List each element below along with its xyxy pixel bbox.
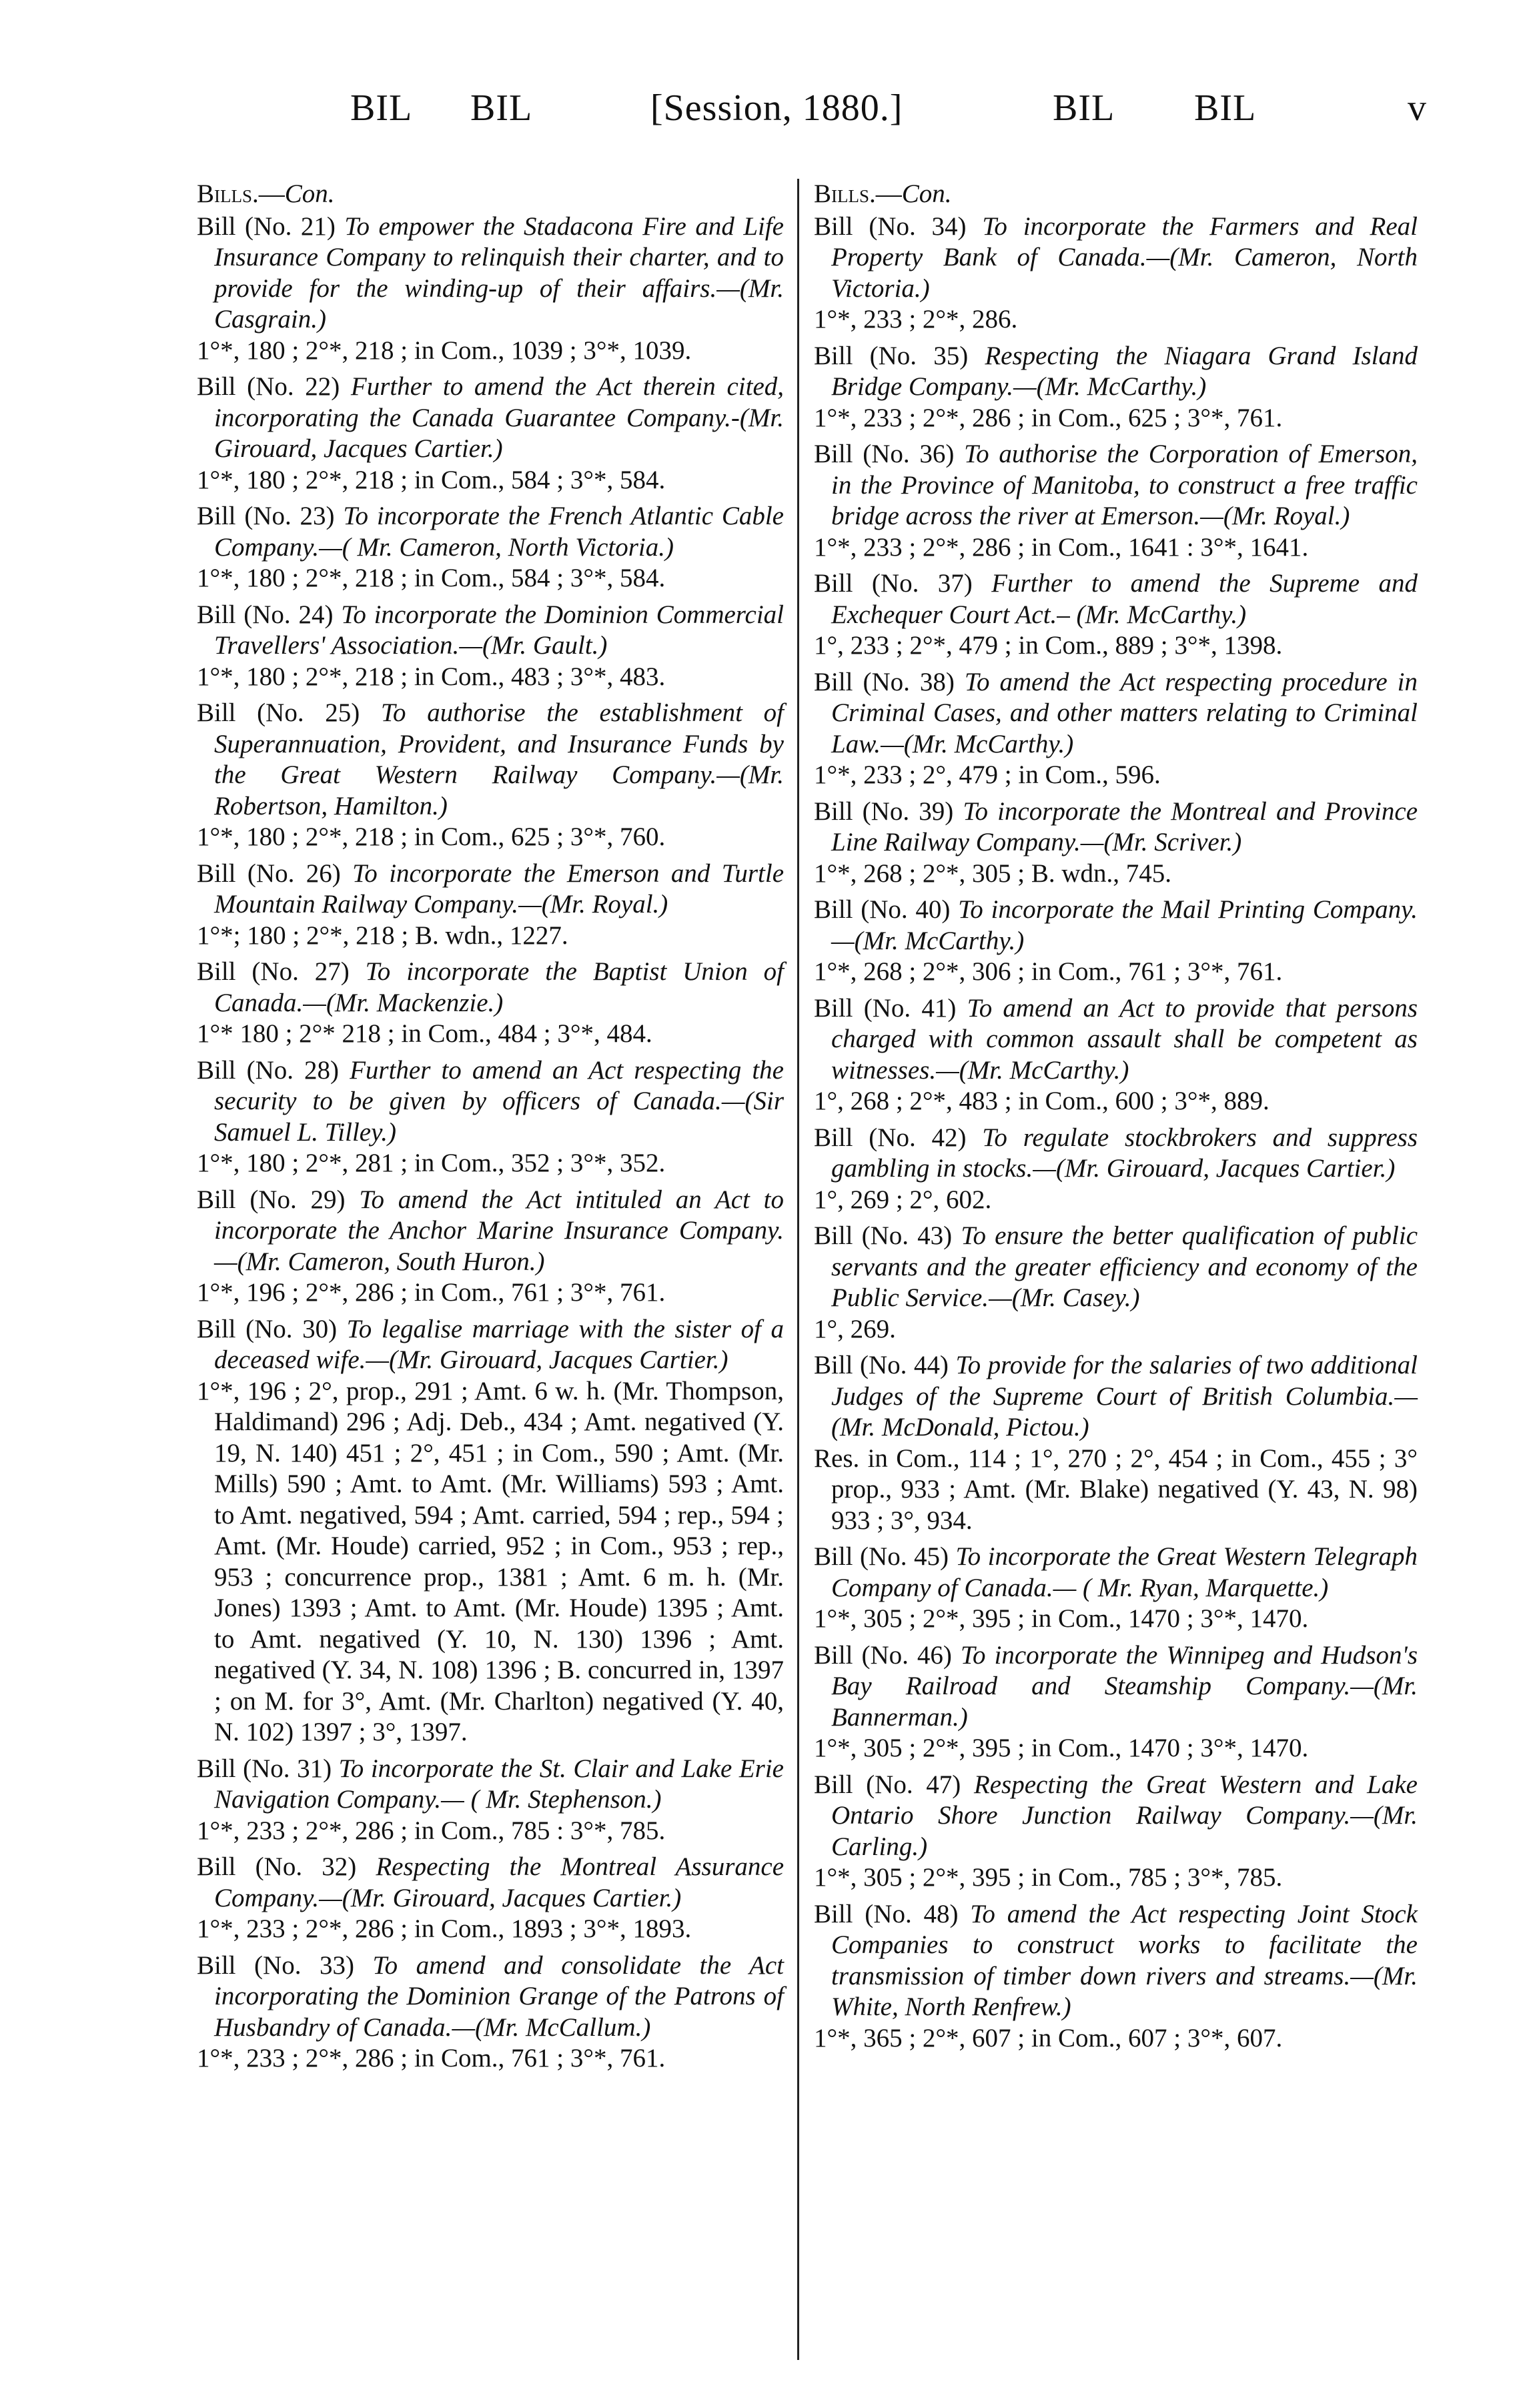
bill-entry [197, 1950, 784, 2074]
bill-mover: —(Mr. McDonald, Pictou.) [831, 1381, 1418, 1441]
bill-stages: 1°*, 365 ; 2°*, 607 ; in Com., 607 ; 3°*, 607. [814, 2023, 1283, 2052]
bill-title: To amend the Act respecting procedure in Criminal Cases, and other matters relating to Criminal Law. [831, 667, 1418, 758]
header-guide-word-1: BIL [350, 87, 413, 129]
header-guide-word-3: BIL [1053, 87, 1115, 129]
bill-stages: 1°*, 233 ; 2°*, 286 ; in Com., 761 ; 3°*, 761. [197, 2044, 666, 2072]
bill-number: Bill (No. 42) [814, 1123, 967, 1152]
bill-title: Respecting the Montreal Assurance Company. [214, 1852, 785, 1912]
bill-mover: —(Mr. Gault.) [459, 631, 608, 660]
bill-entry [814, 667, 1418, 791]
bill-title: To regulate stockbrokers and suppress gambling in stocks. [831, 1123, 1418, 1183]
bill-description [814, 211, 1418, 305]
left-column [197, 179, 784, 2080]
bill-description [197, 858, 784, 921]
header-guide-word-2: BIL [470, 87, 533, 129]
bill-stages: 1°*, 180 ; 2°*, 218 ; in Com., 1039 ; 3°*, 1039. [197, 336, 692, 365]
bill-description [197, 698, 784, 822]
bill-number: Bill (No. 23) [197, 502, 335, 530]
bill-title: To incorporate the Dominion Commercial Travellers' Association. [214, 600, 785, 660]
bill-title: To amend the Act respecting Joint Stock Companies to construct works to facilitate the transmission of timber down rivers and streams. [831, 1899, 1418, 1990]
bill-number: Bill (No. 37) [814, 569, 973, 598]
bill-number: Bill (No. 27) [197, 957, 350, 986]
bill-description [814, 1350, 1418, 1443]
bill-stages: 1°*, 305 ; 2°*, 395 ; in Com., 1470 ; 3°*, 1470. [814, 1604, 1309, 1633]
bill-number: Bill (No. 41) [814, 993, 957, 1023]
bill-mover: —(Mr. McCarthy.) [881, 729, 1074, 758]
bill-stages: 1°*, 233 ; 2°*, 286. [814, 305, 1018, 334]
bill-title: To authorise the Corporation of Emerson, in the Province of Manitoba, to construct a free traffic bridge across the river at Emerson. [831, 440, 1418, 530]
bill-entry [197, 211, 784, 367]
bill-description [197, 957, 784, 1019]
bill-entry [814, 568, 1418, 662]
bill-mover: —(Mr. Mackenzie.) [303, 988, 504, 1017]
bill-mover: —(Mr. Girouard, Jacques Cartier.) [319, 1883, 682, 1912]
bill-title: To incorporate the Winnipeg and Hudson's Bay Railroad and Steamship Company. [831, 1640, 1418, 1700]
bill-stages: 1°*, 305 ; 2°*, 395 ; in Com., 785 ; 3°*, 785. [814, 1863, 1283, 1892]
column-heading [814, 179, 1418, 210]
bill-description [814, 894, 1418, 957]
bill-number: Bill (No. 43) [814, 1221, 953, 1250]
bill-entry [814, 1770, 1418, 1894]
bill-description [814, 1640, 1418, 1734]
bill-mover: —(Mr. McCarthy.) [1013, 372, 1207, 401]
bill-number: Bill (No. 35) [814, 341, 969, 370]
bill-title: Respecting the Niagara Grand Island Bridge Company. [831, 341, 1418, 401]
bill-number: Bill (No. 39) [814, 796, 954, 826]
bill-number: Bill (No. 38) [814, 667, 955, 696]
bill-number: Bill (No. 30) [197, 1314, 338, 1343]
bill-stages: 1°*, 180 ; 2°*, 281 ; in Com., 352 ; 3°*, 352. [197, 1149, 666, 1177]
bill-description [814, 993, 1418, 1087]
bill-entry [197, 501, 784, 594]
bill-title: Further to amend the Supreme and Exchequer Court Act. [831, 569, 1418, 629]
bill-title: To incorporate the Great Western Telegraph Company of Canada. [831, 1542, 1418, 1602]
bill-number: Bill (No. 36) [814, 440, 955, 468]
bill-mover: —(Mr. Robertson, Hamilton.) [214, 760, 784, 820]
page-number: v [1408, 87, 1427, 129]
bill-number: Bill (No. 32) [197, 1852, 357, 1881]
bill-mover: —(Mr. Casgrain.) [214, 273, 784, 334]
bill-title: To incorporate the Baptist Union of Canada. [214, 957, 784, 1017]
bill-entry [814, 796, 1418, 890]
bill-mover: —(Mr. Girouard, Jacques Cartier.) [366, 1345, 728, 1374]
bill-number: Bill (No. 40) [814, 895, 951, 924]
bill-entry [814, 1123, 1418, 1216]
bill-mover: —(Mr. McCallum.) [452, 2012, 651, 2042]
bill-mover: —(Mr. White, North Renfrew.) [831, 1961, 1418, 2021]
bill-stages: 1°, 268 ; 2°*, 483 ; in Com., 600 ; 3°*, 889. [814, 1087, 1269, 1115]
bill-mover: -(Mr. Girouard, Jacques Cartier.) [214, 403, 784, 463]
bill-description [197, 600, 784, 662]
bill-description [814, 1899, 1418, 2023]
bill-entry [814, 1542, 1418, 1635]
bill-entry [197, 600, 784, 693]
bill-number: Bill (No. 47) [814, 1770, 961, 1799]
bill-entry [197, 1185, 784, 1309]
bill-description [814, 1770, 1418, 1863]
bill-description [814, 341, 1418, 403]
bill-description [197, 1852, 784, 1914]
bill-number: Bill (No. 21) [197, 211, 336, 241]
heading-cont: Con. [901, 179, 952, 208]
bill-mover: —(Mr. Royal.) [1200, 502, 1350, 530]
bill-mover: —(Mr. Girouard, Jacques Cartier.) [1033, 1154, 1396, 1183]
bill-mover: — ( Mr. Stephenson.) [441, 1785, 662, 1814]
bill-entry [814, 439, 1418, 563]
bill-entry [197, 957, 784, 1050]
running-header [0, 87, 1529, 140]
bill-number: Bill (No. 26) [197, 858, 341, 888]
bill-title: To ensure the better qualification of public servants and the greater efficiency and economy of the Public Service. [831, 1221, 1418, 1312]
bill-description [197, 1314, 784, 1376]
bill-description [814, 1221, 1418, 1314]
bill-entry [814, 1221, 1418, 1345]
bill-title: To incorporate the St. Clair and Lake Erie Navigation Company. [214, 1754, 784, 1814]
bill-stages: 1°*, 305 ; 2°*, 395 ; in Com., 1470 ; 3°*, 1470. [814, 1734, 1309, 1762]
heading-cont: Con. [284, 179, 335, 208]
bill-stages: 1°*, 233 ; 2°*, 286 ; in Com., 1641 : 3°*, 1641. [814, 532, 1309, 562]
bill-stages: 1°*, 196 ; 2°*, 286 ; in Com., 761 ; 3°*, 761. [197, 1278, 666, 1307]
bill-mover: – (Mr. McCarthy.) [1057, 600, 1247, 629]
bill-title: To authorise the establishment of Superannuation, Provident, and Insurance Funds by the Great Western Railway Company. [214, 698, 784, 789]
bill-title: To incorporate the Emerson and Turtle Mountain Railway Company. [214, 858, 785, 919]
bill-entry [197, 1852, 784, 1945]
right-column [814, 179, 1418, 2059]
bill-entry [814, 211, 1418, 336]
bill-description [814, 796, 1418, 858]
column-heading [197, 179, 784, 210]
bill-entry [197, 372, 784, 496]
bill-mover: —(Mr. Bannerman.) [831, 1672, 1418, 1732]
bill-mover: —(Mr. McCarthy.) [936, 1055, 1129, 1085]
bill-stages: 1°*, 180 ; 2°*, 218 ; in Com., 483 ; 3°*, 483. [197, 662, 666, 691]
bill-title: To legalise marriage with the sister of a deceased wife. [214, 1314, 784, 1374]
bill-stages: 1°*, 233 ; 2°*, 286 ; in Com., 1893 ; 3°*, 1893. [197, 1914, 692, 1943]
bill-title: To amend an Act to provide that persons charged with common assault shall be competent as witnesses. [831, 993, 1418, 1085]
bill-number: Bill (No. 25) [197, 698, 360, 727]
bill-title: To provide for the salaries of two additional Judges of the Supreme Court of British Columbia. [831, 1351, 1418, 1411]
bill-stages: 1°*, 233 ; 2°*, 286 ; in Com., 625 ; 3°*, 761. [814, 403, 1283, 432]
bill-mover: —( Mr. Cameron, North Victoria.) [319, 532, 674, 562]
bill-entry [197, 1754, 784, 1847]
bill-entry [197, 1055, 784, 1179]
bill-number: Bill (No. 33) [197, 1950, 354, 1980]
bill-description [197, 372, 784, 465]
bill-stages: 1°*, 196 ; 2°, prop., 291 ; Amt. 6 w. h. (Mr. Thompson, Haldimand) 296 ; Adj. Deb., 434 ; Amt. negatived (Y. 19, N. 140) 451 ; 2°, 451 ; in Com., 590 ; Amt. (Mr. Mills) 590 ; Amt. to Amt. (Mr. Williams) 593 ; Amt. to Amt. negatived, 594 ; Amt. carried, 594 ; rep., 594 ; Amt. (Mr. Houde) carried, 952 ; in Com., 953 ; rep., 953 ; concurrence prop., 1381 ; Amt. 6 m. h. (Mr. Jones) 1393 ; Amt. to Amt. (Mr. Houde) 1395 ; Amt. to Amt. negatived (Y. 10, N. 130) 1396 ; Amt. negatived (Y. 34, N. 108) 1396 ; B. concurred in, 1397 ; on M. for 3°, Amt. (Mr. Charlton) negatived (Y. 40, N. 102) 1397 ; 3°, 1397. [197, 1376, 784, 1746]
bill-mover: —(Mr. Cameron, North Victoria.) [831, 243, 1418, 303]
bill-number: Bill (No. 22) [197, 372, 340, 401]
bill-description [814, 667, 1418, 760]
bill-mover: —(Mr. Scriver.) [1080, 828, 1242, 856]
bill-stages: 1°, 269 ; 2°, 602. [814, 1185, 992, 1214]
header-session: [Session, 1880.] [650, 87, 903, 129]
bill-number: Bill (No. 28) [197, 1055, 340, 1085]
bill-description [197, 501, 784, 563]
bill-number: Bill (No. 46) [814, 1640, 952, 1670]
bill-description [197, 1055, 784, 1149]
bill-title: Further to amend an Act respecting the security to be given by officers of Canada. [214, 1055, 784, 1115]
bill-description [814, 1542, 1418, 1604]
bill-stages: 1°*, 268 ; 2°*, 306 ; in Com., 761 ; 3°*, 761. [814, 957, 1283, 986]
right-entries [814, 211, 1418, 2054]
bill-mover: —(Mr. McCarthy.) [831, 926, 1025, 955]
bill-number: Bill (No. 34) [814, 211, 967, 241]
bill-number: Bill (No. 31) [197, 1754, 332, 1783]
bill-title: Respecting the Great Western and Lake Ontario Shore Junction Railway Company. [831, 1770, 1418, 1830]
bill-title: Further to amend the Act therein cited, incorporating the Canada Guarantee Company. [214, 372, 785, 432]
bill-stages: 1°*, 233 ; 2°*, 286 ; in Com., 785 : 3°*, 785. [197, 1816, 666, 1845]
bill-mover: —(Mr. Royal.) [518, 890, 668, 919]
bill-number: Bill (No. 44) [814, 1351, 949, 1379]
bill-stages: Res. in Com., 114 ; 1°, 270 ; 2°, 454 ; in Com., 455 ; 3° prop., 933 ; Amt. (Mr. Blake) negatived (Y. 43, N. 98) 933 ; 3°, 934. [814, 1443, 1418, 1535]
bill-stages: 1°*, 233 ; 2°, 479 ; in Com., 596. [814, 760, 1161, 789]
bill-stages: 1°*, 268 ; 2°*, 305 ; B. wdn., 745. [814, 858, 1172, 888]
bill-entry [814, 993, 1418, 1117]
bill-description [197, 1754, 784, 1816]
bill-title: To empower the Stadacona Fire and Life Insurance Company to relinquish their charter, and to provide for the winding-up of their affairs. [214, 211, 784, 303]
bill-stages: 1°*, 180 ; 2°*, 218 ; in Com., 625 ; 3°*, 760. [197, 822, 666, 851]
bill-stages: 1°*, 180 ; 2°*, 218 ; in Com., 584 ; 3°*, 584. [197, 564, 666, 592]
bill-description [814, 1123, 1418, 1185]
header-guide-word-4: BIL [1194, 87, 1257, 129]
left-entries [197, 211, 784, 2074]
bill-mover: — ( Mr. Ryan, Marquette.) [1053, 1573, 1329, 1602]
bill-mover: —(Mr. Cameron, South Huron.) [214, 1247, 545, 1276]
bill-title: To amend the Act intituled an Act to incorporate the Anchor Marine Insurance Company. [214, 1185, 784, 1245]
bill-number: Bill (No. 48) [814, 1899, 959, 1928]
bill-description [197, 1950, 784, 2044]
bill-entry [814, 1899, 1418, 2054]
bill-mover: —(Mr. Casey.) [989, 1283, 1140, 1312]
bill-stages: 1°, 269. [814, 1314, 896, 1343]
bill-title: To incorporate the Montreal and Province Line Railway Company. [831, 796, 1418, 856]
bill-entry [197, 1314, 784, 1748]
heading-label: Bills.— [814, 179, 902, 208]
bill-title: To amend and consolidate the Act incorporating the Dominion Grange of the Patrons of Husbandry of Canada. [214, 1950, 784, 2042]
bill-description [197, 1185, 784, 1278]
bill-description [197, 211, 784, 336]
bill-entry [814, 1350, 1418, 1536]
bill-entry [197, 858, 784, 952]
bill-mover: —(Sir Samuel L. Tilley.) [214, 1087, 784, 1147]
bill-stages: 1°, 233 ; 2°*, 479 ; in Com., 889 ; 3°*, 1398. [814, 631, 1283, 660]
bill-description [814, 439, 1418, 532]
bill-number: Bill (No. 45) [814, 1542, 949, 1571]
bill-title: To incorporate the Mail Printing Company. [958, 895, 1418, 924]
bill-stages: 1°*, 180 ; 2°*, 218 ; in Com., 584 ; 3°*, 584. [197, 465, 666, 494]
bill-entry [814, 341, 1418, 434]
bill-stages: 1°* 180 ; 2°* 218 ; in Com., 484 ; 3°*, 484. [197, 1019, 652, 1048]
bill-title: To incorporate the Farmers and Real Property Bank of Canada. [831, 211, 1418, 271]
bill-number: Bill (No. 29) [197, 1185, 346, 1214]
bill-title: To incorporate the French Atlantic Cable Company. [214, 502, 784, 562]
bill-number: Bill (No. 24) [197, 600, 334, 629]
bill-entry [814, 894, 1418, 988]
bill-description [814, 568, 1418, 630]
bill-stages: 1°*; 180 ; 2°*, 218 ; B. wdn., 1227. [197, 921, 568, 950]
bill-mover: —(Mr. Carling.) [831, 1801, 1418, 1861]
column-divider [797, 179, 799, 2360]
bill-entry [197, 698, 784, 853]
bill-entry [814, 1640, 1418, 1764]
heading-label: Bills.— [197, 179, 285, 208]
